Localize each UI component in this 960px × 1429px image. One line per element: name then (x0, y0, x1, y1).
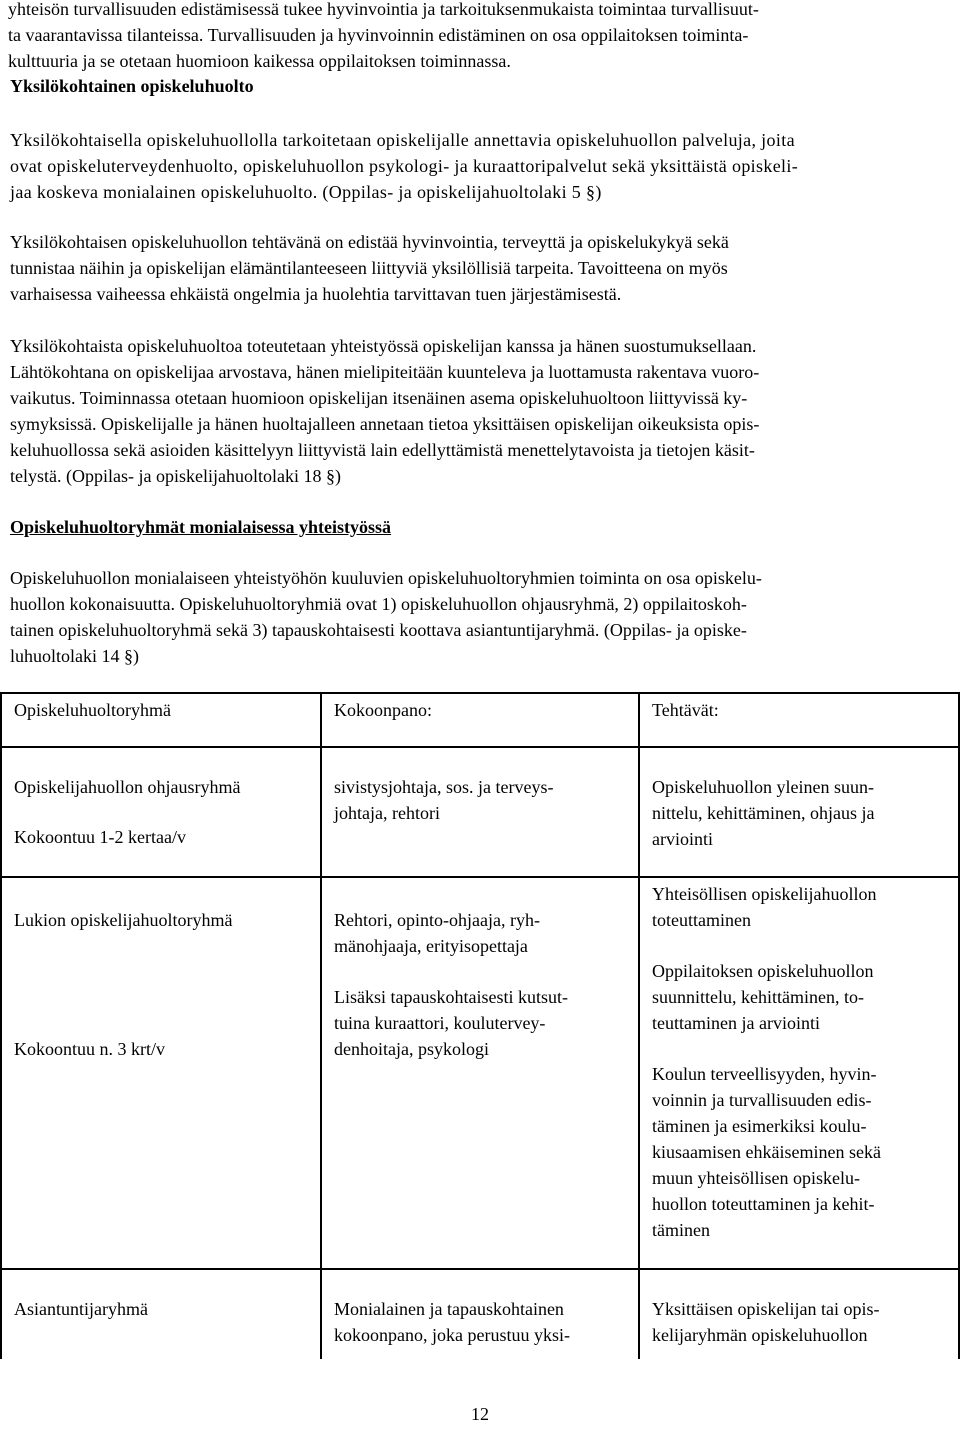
section-heading-care-groups: Opiskeluhuoltoryhmät monialaisessa yhteistyössä (10, 517, 392, 537)
tasks-cell (639, 1269, 959, 1359)
text-line: ovat opiskeluterveydenhuolto, opiskeluhuollon psykologi- ja kuraattoripalvelut sekä yksittäistä opiskeli- (10, 156, 799, 176)
text-line: varhaisessa vaiheessa ehkäistä ongelmia ja huolehtia tarvittavan tuen järjestämisestä. (10, 284, 622, 304)
table-row (1, 877, 959, 1269)
text-line: denhoitaja, psykologi (334, 1039, 489, 1059)
text-line: täminen ja esimerkiksi koulu- (652, 1116, 867, 1136)
text-line: jaa koskeva monialainen opiskeluhuolto. (Oppilas- ja opiskelijahuoltolaki 5 §) (10, 182, 602, 202)
text-line: toteuttaminen (652, 910, 751, 930)
text-line: Rehtori, opinto-ohjaaja, ryh- (334, 910, 540, 930)
composition-cell (321, 1269, 639, 1359)
text-line: täminen (652, 1220, 710, 1240)
page-number: 12 (471, 1404, 489, 1424)
text-line: Lisäksi tapauskohtaisesti kutsut- (334, 987, 568, 1007)
group-cell (1, 747, 321, 877)
composition-cell (321, 877, 639, 1269)
text-line: tunnistaa näihin ja opiskelijan elämäntilanteeseen liittyviä yksilöllisiä tarpeita. Tavoitteena on myös (10, 258, 728, 278)
text-line: ta vaarantavissa tilanteissa. Turvallisuuden ja hyvinvoinnin edistäminen on osa oppilaitoksen toiminta- (8, 25, 749, 45)
text-line: tainen opiskeluhuoltoryhmä sekä 3) tapauskohtaisesti koottava asiantuntijaryhmä. (Oppilas- ja opiske- (10, 620, 747, 640)
text-line: symyksissä. Opiskelijalle ja hänen huoltajalleen annetaan tietoa yksittäisen opiskelijan oikeuksista opis- (10, 414, 760, 434)
composition-cell (321, 747, 639, 877)
text-line: nittelu, kehittäminen, ohjaus ja (652, 803, 875, 823)
text-line: suunnittelu, kehittäminen, to- (652, 987, 864, 1007)
text-line: mänohjaaja, erityisopettaja (334, 936, 528, 956)
group-cell (1, 1269, 321, 1359)
text-line: telystä. (Oppilas- ja opiskelijahuoltolaki 18 §) (10, 466, 341, 486)
text-line: arviointi (652, 829, 713, 849)
text-line: vaikutus. Toiminnassa otetaan huomioon opiskelijan itsenäinen asema opiskeluhuoltoon liittyvissä ky- (10, 388, 748, 408)
text-line: Opiskeluhuollon monialaiseen yhteistyöhön kuuluvien opiskeluhuoltoryhmien toiminta on osa opiskelu- (10, 568, 762, 588)
text-line: Lähtökohtana on opiskelijaa arvostava, hänen mielipiteitään kuunteleva ja luottamusta rakentava vuoro- (10, 362, 760, 382)
text-line: johtaja, rehtori (334, 803, 440, 823)
text-line: huollon kokonaisuutta. Opiskeluhuoltoryhmiä ovat 1) opiskeluhuollon ohjausryhmä, 2) oppilaitoskoh- (10, 594, 747, 614)
intro-paragraph (8, 0, 759, 74)
paragraph-cooperation (10, 333, 759, 489)
header-cell-composition: Kokoonpano: (321, 693, 639, 747)
meeting-frequency: Kokoontuu n. 3 krt/v (14, 1039, 165, 1059)
text-line: teuttaminen ja arviointi (652, 1013, 820, 1033)
text-line: yhteisön turvallisuuden edistämisessä tukee hyvinvointia ja tarkoituksenmukaista toimintaa turvallisuut- (8, 0, 759, 19)
text-line: tuina kuraattori, koulutervey- (334, 1013, 546, 1033)
text-line: Oppilaitoksen opiskeluhuollon (652, 961, 874, 981)
header-cell-group: Opiskeluhuoltoryhmä (1, 693, 321, 747)
text-line: Yksilökohtaista opiskeluhuoltoa toteutetaan yhteistyössä opiskelijan kanssa ja hänen suostumuksellaan. (10, 336, 757, 356)
header-cell-tasks: Tehtävät: (639, 693, 959, 747)
table-header-row (1, 693, 959, 747)
text-line: kiusaamisen ehkäiseminen sekä (652, 1142, 881, 1162)
table-row (1, 747, 959, 877)
text-line: huollon toteuttaminen ja kehit- (652, 1194, 875, 1214)
text-line: keluhuollossa sekä asioiden käsittelyyn liittyvistä lain edellyttämistä menettelytavoista ja tietojen käsit- (10, 440, 755, 460)
paragraph-definition (10, 127, 798, 205)
care-groups-table (0, 692, 960, 1359)
text-line: Yksittäisen opiskelijan tai opis- (652, 1299, 880, 1319)
text-line: muun yhteisöllisen opiskelu- (652, 1168, 860, 1188)
text-line: kelijaryhmän opiskeluhuollon (652, 1325, 868, 1345)
text-line: sivistysjohtaja, sos. ja terveys- (334, 777, 554, 797)
meeting-frequency: Kokoontuu 1-2 kertaa/v (14, 827, 186, 847)
group-name: Lukion opiskelijahuoltoryhmä (14, 910, 233, 930)
tasks-cell (639, 747, 959, 877)
paragraph-tasks (10, 229, 729, 307)
group-cell (1, 877, 321, 1269)
paragraph-care-groups (10, 565, 762, 669)
tasks-cell (639, 877, 959, 1269)
group-name: Opiskelijahuollon ohjausryhmä (14, 777, 241, 797)
text-line: Yksilökohtaisella opiskeluhuollolla tarkoitetaan opiskelijalle annettavia opiskeluhuollon palveluja, joita (10, 130, 795, 150)
text-line: Monialainen ja tapauskohtainen (334, 1299, 564, 1319)
section-heading-individual-care: Yksilökohtainen opiskeluhuolto (10, 76, 254, 96)
text-line: Opiskeluhuollon yleinen suun- (652, 777, 874, 797)
text-line: kokoonpano, joka perustuu yksi- (334, 1325, 570, 1345)
text-line: kulttuuria ja se otetaan huomioon kaikessa oppilaitoksen toiminnassa. (8, 51, 511, 71)
text-line: Yhteisöllisen opiskelijahuollon (652, 884, 877, 904)
text-line: Koulun terveellisyyden, hyvin- (652, 1064, 877, 1084)
group-name: Asiantuntijaryhmä (14, 1299, 148, 1319)
text-line: luhuoltolaki 14 §) (10, 646, 139, 666)
text-line: voinnin ja turvallisuuden edis- (652, 1090, 872, 1110)
text-line: Yksilökohtaisen opiskeluhuollon tehtävänä on edistää hyvinvointia, terveyttä ja opiskelukykyä sekä (10, 232, 729, 252)
table-row (1, 1269, 959, 1359)
